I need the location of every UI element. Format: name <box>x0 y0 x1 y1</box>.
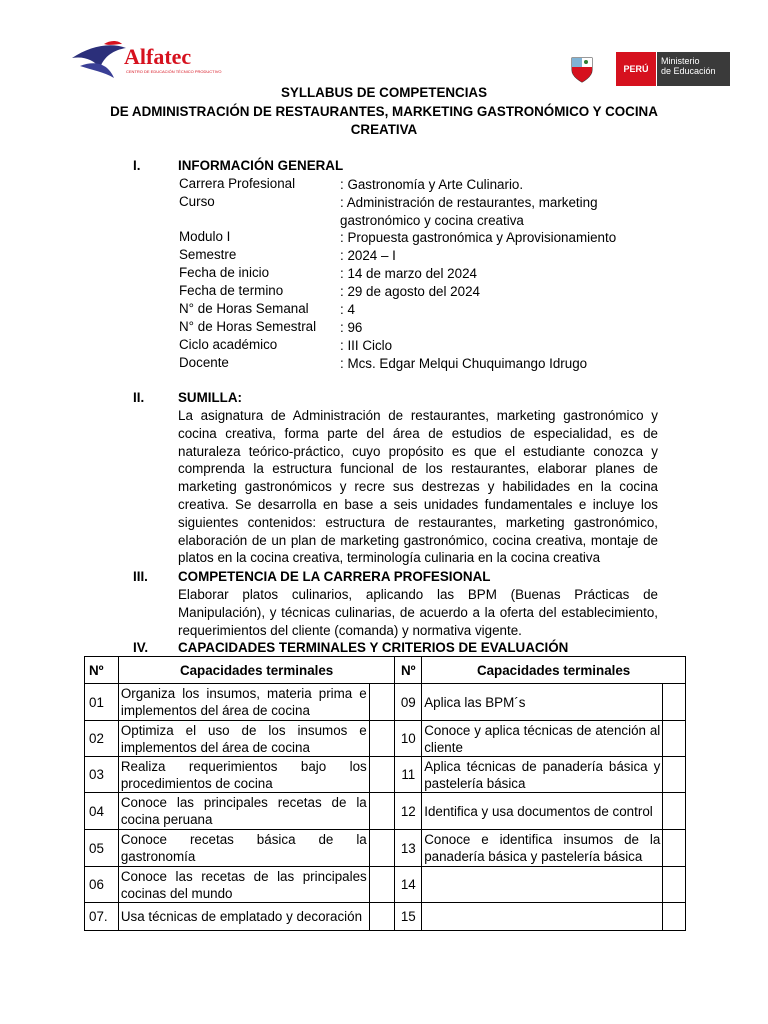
info-label: Ciclo académico <box>179 337 278 352</box>
section2-number: II. <box>133 390 145 405</box>
info-label: N° de Horas Semestral <box>179 319 317 334</box>
table-row: 01 Organiza los insumos, materia prima e implementos del área de cocina 09 Aplica las BPM´s <box>85 684 686 721</box>
info-label: Docente <box>179 355 229 370</box>
alfatec-tagline: CENTRO DE EDUCACIÓN TÉCNICO PRODUCTIVO <box>126 69 222 74</box>
competencia-text: Elaborar platos culinarios, aplicando las BPM (Buenas Prácticas de Manipulación), y técnicas culinarias, de acuerdo a la oferta del establecimiento, requerimientos del cliente (comanda) y normativa vigente. <box>178 587 658 638</box>
info-label: Modulo I <box>179 229 231 244</box>
info-label: Fecha de termino <box>179 283 284 298</box>
section1-title: INFORMACIÓN GENERAL <box>178 158 344 173</box>
table-row: 06 Conoce las recetas de las principales cocinas del mundo 14 <box>85 867 686 903</box>
alfatec-brand: Alfatec <box>124 44 192 69</box>
table-row: 05 Conoce recetas básica de la gastronomía 13 Conoce e identifica insumos de la panadería básica y pastelería básica <box>85 830 686 867</box>
section3-number: III. <box>133 569 148 584</box>
info-label: Curso <box>179 194 215 209</box>
course-title-line1: DE ADMINISTRACIÓN DE RESTAURANTES, MARKETING GASTRONÓMICO Y COCINA <box>110 104 658 119</box>
capacidades-table <box>84 656 686 931</box>
info-label: N° de Horas Semanal <box>179 301 309 316</box>
section1-number: I. <box>133 158 141 173</box>
col-header-capacidades: Capacidades terminales <box>118 657 395 684</box>
section3-title: COMPETENCIA DE LA CARRERA PROFESIONAL <box>178 569 491 584</box>
info-label: Semestre <box>179 247 237 262</box>
info-value: : Mcs. Edgar Melqui Chuquimango Idrugo <box>340 356 588 371</box>
info-label: Fecha de inicio <box>179 265 270 280</box>
peru-shield-icon <box>548 52 616 86</box>
course-title-line2: CREATIVA <box>350 122 418 137</box>
info-value: : Propuesta gastronómica y Aprovisionamiento <box>340 230 617 245</box>
table-row: 02 Optimiza el uso de los insumos e implementos del área de cocina 10 Conoce y aplica técnicas de atención al cliente <box>85 721 686 757</box>
alfatec-logo <box>70 38 222 84</box>
section2-title: SUMILLA: <box>178 390 242 405</box>
info-value: : 14 de marzo del 2024 <box>340 266 477 281</box>
ministry-name: Ministerio de Educación <box>656 52 730 86</box>
info-value: : 29 de agosto del 2024 <box>340 284 480 299</box>
syllabus-title: SYLLABUS DE COMPETENCIAS <box>280 85 488 100</box>
info-value: : 96 <box>340 320 363 335</box>
col-header-num: Nº <box>85 657 119 684</box>
info-value: : Administración de restaurantes, marketing gastronómico y cocina creativa <box>340 195 598 228</box>
info-value: : 2024 – I <box>340 248 396 263</box>
sumilla-text: La asignatura de Administración de restaurantes, marketing gastronómico y cocina creativa, forma parte del área de estudios de especialidad, es de naturaleza teórico-práctico, cuyo propósito es que el estudiante conozca y comprenda la estructura funcional de los restaurantes, elaborar planes de marketing gastronómicos y recre sus destrezas y habilidades en la cocina creativa. Se desarrolla en base a seis unidades fundamentales e incluye los siguientes contenidos: estructura de restaurantes, marketing gastronómico, elaboración de un plan de marketing gastronómico, cocina creativa, montaje de platos en la cocina creativa, terminología culinaria en la cocina creativa <box>178 408 658 566</box>
minedu-logo <box>548 52 730 86</box>
table-header-row <box>85 657 686 684</box>
info-value: : III Ciclo <box>340 338 393 353</box>
col-header-num: Nº <box>395 657 422 684</box>
info-value: : Gastronomía y Arte Culinario. <box>340 177 524 192</box>
table-row: 07. Usa técnicas de emplatado y decoración 15 <box>85 903 686 931</box>
info-value: : 4 <box>340 302 355 317</box>
peru-label: PERÚ <box>616 52 656 86</box>
table-row: 04 Conoce las principales recetas de la cocina peruana 12 Identifica y usa documentos de control <box>85 793 686 830</box>
col-header-capacidades: Capacidades terminales <box>422 657 686 684</box>
info-label: Carrera Profesional <box>179 176 296 191</box>
table-row: 03 Realiza requerimientos bajo los procedimientos de cocina 11 Aplica técnicas de panadería básica y pastelería básica <box>85 757 686 793</box>
section4-title: CAPACIDADES TERMINALES Y CRITERIOS DE EVALUACIÓN <box>178 640 569 655</box>
section4-number: IV. <box>133 640 149 655</box>
